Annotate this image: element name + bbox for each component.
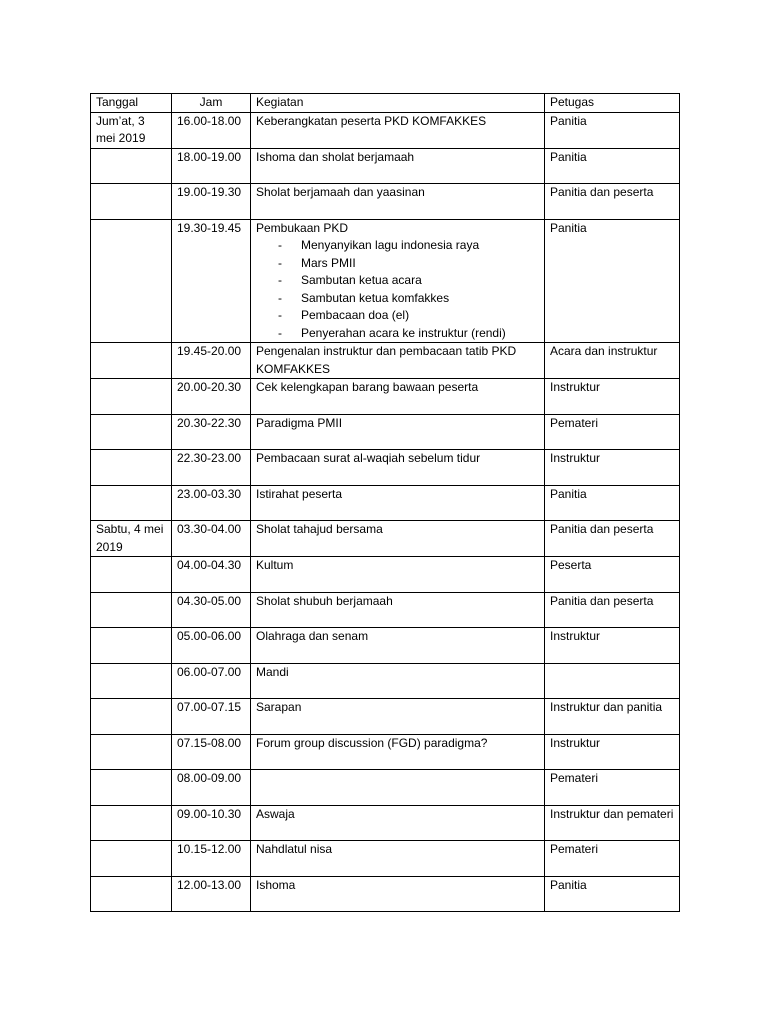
cell-petugas xyxy=(545,841,680,877)
table-row xyxy=(91,663,680,699)
cell-kegiatan-text: Pengenalan instruktur dan pembacaan tatib PKD KOMFAKKES xyxy=(256,344,517,376)
cell-petugas-text: Instruktur xyxy=(550,735,601,750)
sub-activity-text: Mars PMII xyxy=(301,255,356,270)
table-row xyxy=(91,805,680,841)
cell-tanggal xyxy=(91,485,172,521)
dash-bullet-icon: - xyxy=(278,290,282,305)
cell-jam xyxy=(172,414,251,450)
cell-kegiatan xyxy=(251,628,545,664)
dash-bullet-icon: - xyxy=(278,273,282,287)
sub-activity-text: Sambutan ketua komfakkes xyxy=(301,290,450,305)
cell-tanggal xyxy=(91,805,172,841)
cell-kegiatan xyxy=(251,219,545,343)
cell-kegiatan xyxy=(251,184,545,220)
cell-jam-text: 05.00-06.00 xyxy=(177,629,242,643)
cell-petugas xyxy=(545,184,680,220)
cell-petugas-text: Panitia xyxy=(550,486,587,501)
cell-petugas-text: Panitia dan peserta xyxy=(550,185,654,199)
cell-jam xyxy=(172,219,251,343)
sub-activity-item xyxy=(256,325,539,343)
cell-kegiatan xyxy=(251,770,545,806)
cell-jam xyxy=(172,734,251,770)
cell-kegiatan xyxy=(251,148,545,184)
cell-petugas xyxy=(545,379,680,415)
cell-petugas-text: Instruktur dan pemateri xyxy=(550,806,674,821)
cell-tanggal xyxy=(91,628,172,664)
cell-kegiatan-text: Sholat shubuh berjamaah xyxy=(256,593,393,608)
table-row xyxy=(91,628,680,664)
cell-kegiatan-text: Pembacaan surat al-waqiah sebelum tidur xyxy=(256,451,481,465)
cell-jam xyxy=(172,557,251,593)
header-petugas: Petugas xyxy=(545,94,680,113)
cell-kegiatan xyxy=(251,663,545,699)
cell-tanggal xyxy=(91,557,172,593)
cell-tanggal-text: Sabtu, 4 mei 2019 xyxy=(96,522,164,554)
cell-petugas-text: Pemateri xyxy=(550,415,599,430)
table-row xyxy=(91,734,680,770)
cell-petugas xyxy=(545,521,680,557)
cell-jam-text: 19.30-19.45 xyxy=(177,220,242,235)
table-row xyxy=(91,485,680,521)
cell-jam xyxy=(172,379,251,415)
cell-jam-text: 19.45-20.00 xyxy=(177,344,242,358)
cell-jam xyxy=(172,450,251,486)
cell-tanggal xyxy=(91,699,172,735)
cell-kegiatan xyxy=(251,485,545,521)
cell-kegiatan-text: Mandi xyxy=(256,664,289,679)
sub-activity-text: Sambutan ketua acara xyxy=(301,273,422,287)
cell-tanggal xyxy=(91,592,172,628)
cell-petugas-text: Instruktur xyxy=(550,380,601,394)
cell-petugas-text: Pemateri xyxy=(550,771,599,785)
cell-kegiatan-text: Nahdlatul nisa xyxy=(256,842,333,856)
sub-activity-item xyxy=(256,237,539,255)
cell-jam xyxy=(172,343,251,379)
cell-kegiatan xyxy=(251,592,545,628)
sub-activity-item xyxy=(256,307,539,325)
cell-jam-text: 10.15-12.00 xyxy=(177,842,242,856)
cell-kegiatan-text: Sarapan xyxy=(256,700,302,714)
cell-jam-text: 16.00-18.00 xyxy=(177,113,242,128)
table-row xyxy=(91,841,680,877)
table-row xyxy=(91,699,680,735)
cell-petugas xyxy=(545,343,680,379)
cell-petugas-text: Panitia dan peserta xyxy=(550,593,654,608)
cell-kegiatan xyxy=(251,876,545,912)
cell-petugas xyxy=(545,699,680,735)
cell-kegiatan-text: Sholat tahajud bersama xyxy=(256,522,383,536)
cell-petugas xyxy=(545,450,680,486)
cell-tanggal xyxy=(91,414,172,450)
cell-kegiatan-text: Istirahat peserta xyxy=(256,486,343,501)
dash-bullet-icon: - xyxy=(278,255,282,270)
dash-bullet-icon: - xyxy=(278,308,282,322)
cell-jam-text: 07.00-07.15 xyxy=(177,700,242,714)
cell-kegiatan-text: Sholat berjamaah dan yaasinan xyxy=(256,185,425,199)
cell-jam-text: 04.30-05.00 xyxy=(177,593,242,608)
cell-jam xyxy=(172,699,251,735)
sub-activity-list xyxy=(256,237,539,342)
cell-kegiatan-text: Pembukaan PKD xyxy=(256,220,349,235)
cell-kegiatan xyxy=(251,699,545,735)
table-row xyxy=(91,770,680,806)
header-jam: Jam xyxy=(172,94,251,113)
cell-jam-text: 09.00-10.30 xyxy=(177,806,242,821)
sub-activity-item xyxy=(256,290,539,308)
cell-petugas xyxy=(545,663,680,699)
cell-jam-text: 18.00-19.00 xyxy=(177,149,242,164)
cell-kegiatan-text: Olahraga dan senam xyxy=(256,629,369,643)
cell-petugas-text: Peserta xyxy=(550,558,592,572)
cell-petugas-text: Acara dan instruktur xyxy=(550,344,658,358)
cell-kegiatan-text: Kultum xyxy=(256,558,294,572)
cell-kegiatan-text: Cek kelengkapan barang bawaan peserta xyxy=(256,380,479,394)
cell-tanggal xyxy=(91,663,172,699)
table-row xyxy=(91,343,680,379)
cell-kegiatan xyxy=(251,521,545,557)
cell-tanggal xyxy=(91,219,172,343)
cell-jam xyxy=(172,184,251,220)
header-tanggal: Tanggal xyxy=(91,94,172,113)
cell-tanggal xyxy=(91,379,172,415)
cell-kegiatan-text: Ishoma xyxy=(256,877,296,892)
cell-kegiatan xyxy=(251,343,545,379)
cell-petugas xyxy=(545,112,680,148)
cell-petugas-text: Panitia xyxy=(550,220,587,235)
dash-bullet-icon: - xyxy=(278,325,282,340)
cell-tanggal xyxy=(91,148,172,184)
cell-tanggal xyxy=(91,112,172,148)
table-row xyxy=(91,876,680,912)
cell-kegiatan xyxy=(251,450,545,486)
cell-petugas-text: Instruktur xyxy=(550,451,601,465)
cell-kegiatan xyxy=(251,112,545,148)
cell-petugas-text: Instruktur dan panitia xyxy=(550,700,663,714)
header-row xyxy=(91,94,680,113)
cell-kegiatan xyxy=(251,414,545,450)
cell-tanggal xyxy=(91,734,172,770)
table-row xyxy=(91,184,680,220)
cell-petugas xyxy=(545,557,680,593)
cell-kegiatan-text: Paradigma PMII xyxy=(256,415,343,430)
sub-activity-item xyxy=(256,272,539,290)
sub-activity-item xyxy=(256,255,539,273)
cell-jam-text: 22.30-23.00 xyxy=(177,451,242,465)
dash-bullet-icon: - xyxy=(278,238,282,252)
cell-kegiatan xyxy=(251,805,545,841)
cell-kegiatan xyxy=(251,379,545,415)
cell-petugas-text: Panitia xyxy=(550,113,587,128)
cell-jam xyxy=(172,663,251,699)
sub-activity-text: Pembacaan doa (el) xyxy=(301,308,410,322)
cell-jam xyxy=(172,592,251,628)
table-row xyxy=(91,557,680,593)
cell-petugas-text: Pemateri xyxy=(550,842,599,856)
cell-petugas xyxy=(545,805,680,841)
cell-petugas xyxy=(545,876,680,912)
cell-tanggal xyxy=(91,876,172,912)
cell-petugas xyxy=(545,485,680,521)
cell-kegiatan xyxy=(251,734,545,770)
cell-jam xyxy=(172,485,251,521)
cell-kegiatan xyxy=(251,841,545,877)
cell-kegiatan-text: Forum group discussion (FGD) paradigma? xyxy=(256,735,488,750)
cell-jam xyxy=(172,770,251,806)
sub-activity-text: Menyanyikan lagu indonesia raya xyxy=(301,238,480,252)
schedule-table xyxy=(90,93,680,912)
cell-jam xyxy=(172,876,251,912)
cell-jam-text: 12.00-13.00 xyxy=(177,877,242,892)
cell-jam xyxy=(172,841,251,877)
cell-jam-text: 07.15-08.00 xyxy=(177,735,242,750)
cell-tanggal xyxy=(91,770,172,806)
cell-jam xyxy=(172,148,251,184)
cell-kegiatan-text: Aswaja xyxy=(256,806,295,821)
cell-jam-text: 03.30-04.00 xyxy=(177,522,242,536)
cell-petugas-text: Panitia xyxy=(550,149,587,164)
cell-jam-text: 08.00-09.00 xyxy=(177,771,242,785)
cell-tanggal xyxy=(91,450,172,486)
cell-kegiatan-text: Keberangkatan peserta PKD KOMFAKKES xyxy=(256,113,487,128)
cell-petugas xyxy=(545,770,680,806)
cell-petugas-text: Panitia dan peserta xyxy=(550,522,654,536)
cell-petugas xyxy=(545,592,680,628)
cell-tanggal xyxy=(91,343,172,379)
cell-jam-text: 19.00-19.30 xyxy=(177,185,242,199)
cell-jam-text: 23.00-03.30 xyxy=(177,486,242,501)
header-kegiatan: Kegiatan xyxy=(251,94,545,113)
cell-petugas xyxy=(545,628,680,664)
table-row xyxy=(91,379,680,415)
cell-tanggal xyxy=(91,841,172,877)
cell-tanggal-text: Jum’at, 3 mei 2019 xyxy=(96,113,146,145)
cell-jam xyxy=(172,628,251,664)
cell-tanggal xyxy=(91,184,172,220)
cell-petugas-text: Panitia xyxy=(550,877,587,892)
cell-jam-text: 20.30-22.30 xyxy=(177,415,242,430)
cell-petugas-text: Instruktur xyxy=(550,629,601,643)
table-row xyxy=(91,148,680,184)
cell-jam xyxy=(172,112,251,148)
cell-petugas xyxy=(545,148,680,184)
table-row xyxy=(91,219,680,343)
table-row xyxy=(91,450,680,486)
cell-jam-text: 06.00-07.00 xyxy=(177,664,242,679)
table-row xyxy=(91,521,680,557)
table-row xyxy=(91,414,680,450)
cell-kegiatan-text: Ishoma dan sholat berjamaah xyxy=(256,149,415,164)
cell-tanggal xyxy=(91,521,172,557)
cell-jam-text: 04.00-04.30 xyxy=(177,558,242,572)
cell-kegiatan xyxy=(251,557,545,593)
cell-jam xyxy=(172,805,251,841)
cell-petugas xyxy=(545,219,680,343)
cell-petugas xyxy=(545,414,680,450)
table-row xyxy=(91,112,680,148)
cell-jam xyxy=(172,521,251,557)
cell-petugas xyxy=(545,734,680,770)
cell-jam-text: 20.00-20.30 xyxy=(177,380,242,394)
table-row xyxy=(91,592,680,628)
sub-activity-text: Penyerahan acara ke instruktur (rendi) xyxy=(301,325,506,340)
